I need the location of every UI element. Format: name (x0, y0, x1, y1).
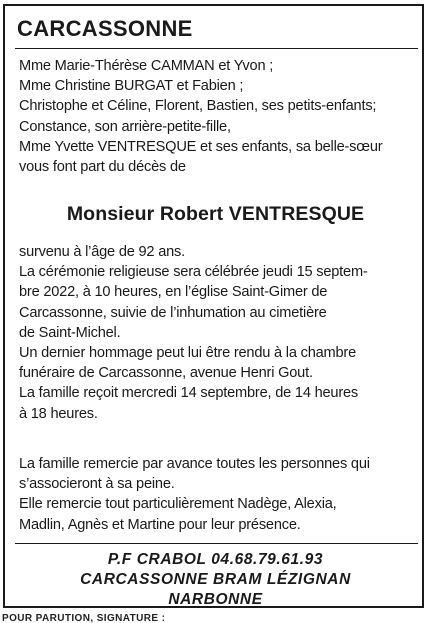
funeral-home-locations: NARBONNE (168, 591, 263, 608)
ceremony-line: Un dernier hommage peut lui être rendu à la chambre (19, 345, 357, 362)
thanks-line: Elle remercie tout particulièrement Nadège, Alexia, (19, 496, 337, 513)
family-line: Mme Yvette VENTRESQUE et ses enfants, sa belle-sœur (19, 138, 383, 155)
family-line: Mme Christine BURGAT et Fabien ; (19, 78, 244, 95)
ceremony-line: bre 2022, à 10 heures, en l’église Saint-Gimer de (19, 284, 328, 301)
clipped-caption: POUR PARUTION, SIGNATURE : (2, 613, 166, 623)
ceremony-line: de Saint-Michel. (19, 324, 121, 341)
funeral-home-phone: P.F CRABOL 04.68.79.61.93 (107, 551, 324, 568)
family-line: Christophe et Céline, Florent, Bastien, ses petits-enfants; (19, 98, 377, 115)
family-line: vous font part du décès de (19, 159, 186, 176)
ceremony-line: à 18 heures. (19, 405, 98, 422)
ceremony-line: survenu à l’âge de 92 ans. (19, 244, 185, 260)
clipped-bottom-text (0, 612, 433, 623)
heading-divider (15, 48, 418, 49)
funeral-home-locations: CARCASSONNE BRAM LÉZIGNAN (80, 571, 351, 588)
family-line: Constance, son arrière-petite-fille, (19, 118, 231, 135)
thanks-line: s’associeront à sa peine. (19, 476, 175, 493)
ceremony-line: La cérémonie religieuse sera célébrée jeudi 15 septem- (19, 264, 368, 281)
footer-divider (15, 543, 418, 544)
obituary-notice (3, 4, 424, 608)
deceased-name: Monsieur Robert VENTRESQUE (66, 203, 365, 225)
thanks-line: Madlin, Agnès et Martine pour leur présence. (19, 516, 301, 533)
ceremony-details (19, 242, 423, 424)
city-heading: CARCASSONNE (17, 16, 193, 41)
funeral-home-footer (5, 550, 426, 610)
ceremony-line: funéraire de Carcassonne, avenue Henri Gout. (19, 365, 313, 382)
thanks-paragraph (19, 454, 423, 535)
ceremony-line: La famille reçoit mercredi 14 septembre, de 14 heures (19, 385, 359, 402)
thanks-line: La famille remercie par avance toutes les personnes qui (19, 456, 370, 472)
family-line: Mme Marie-Thérèse CAMMAN et Yvon ; (19, 58, 274, 74)
family-announcement (19, 56, 423, 177)
ceremony-line: Carcassonne, suivie de l’inhumation au cimetière (19, 304, 327, 321)
